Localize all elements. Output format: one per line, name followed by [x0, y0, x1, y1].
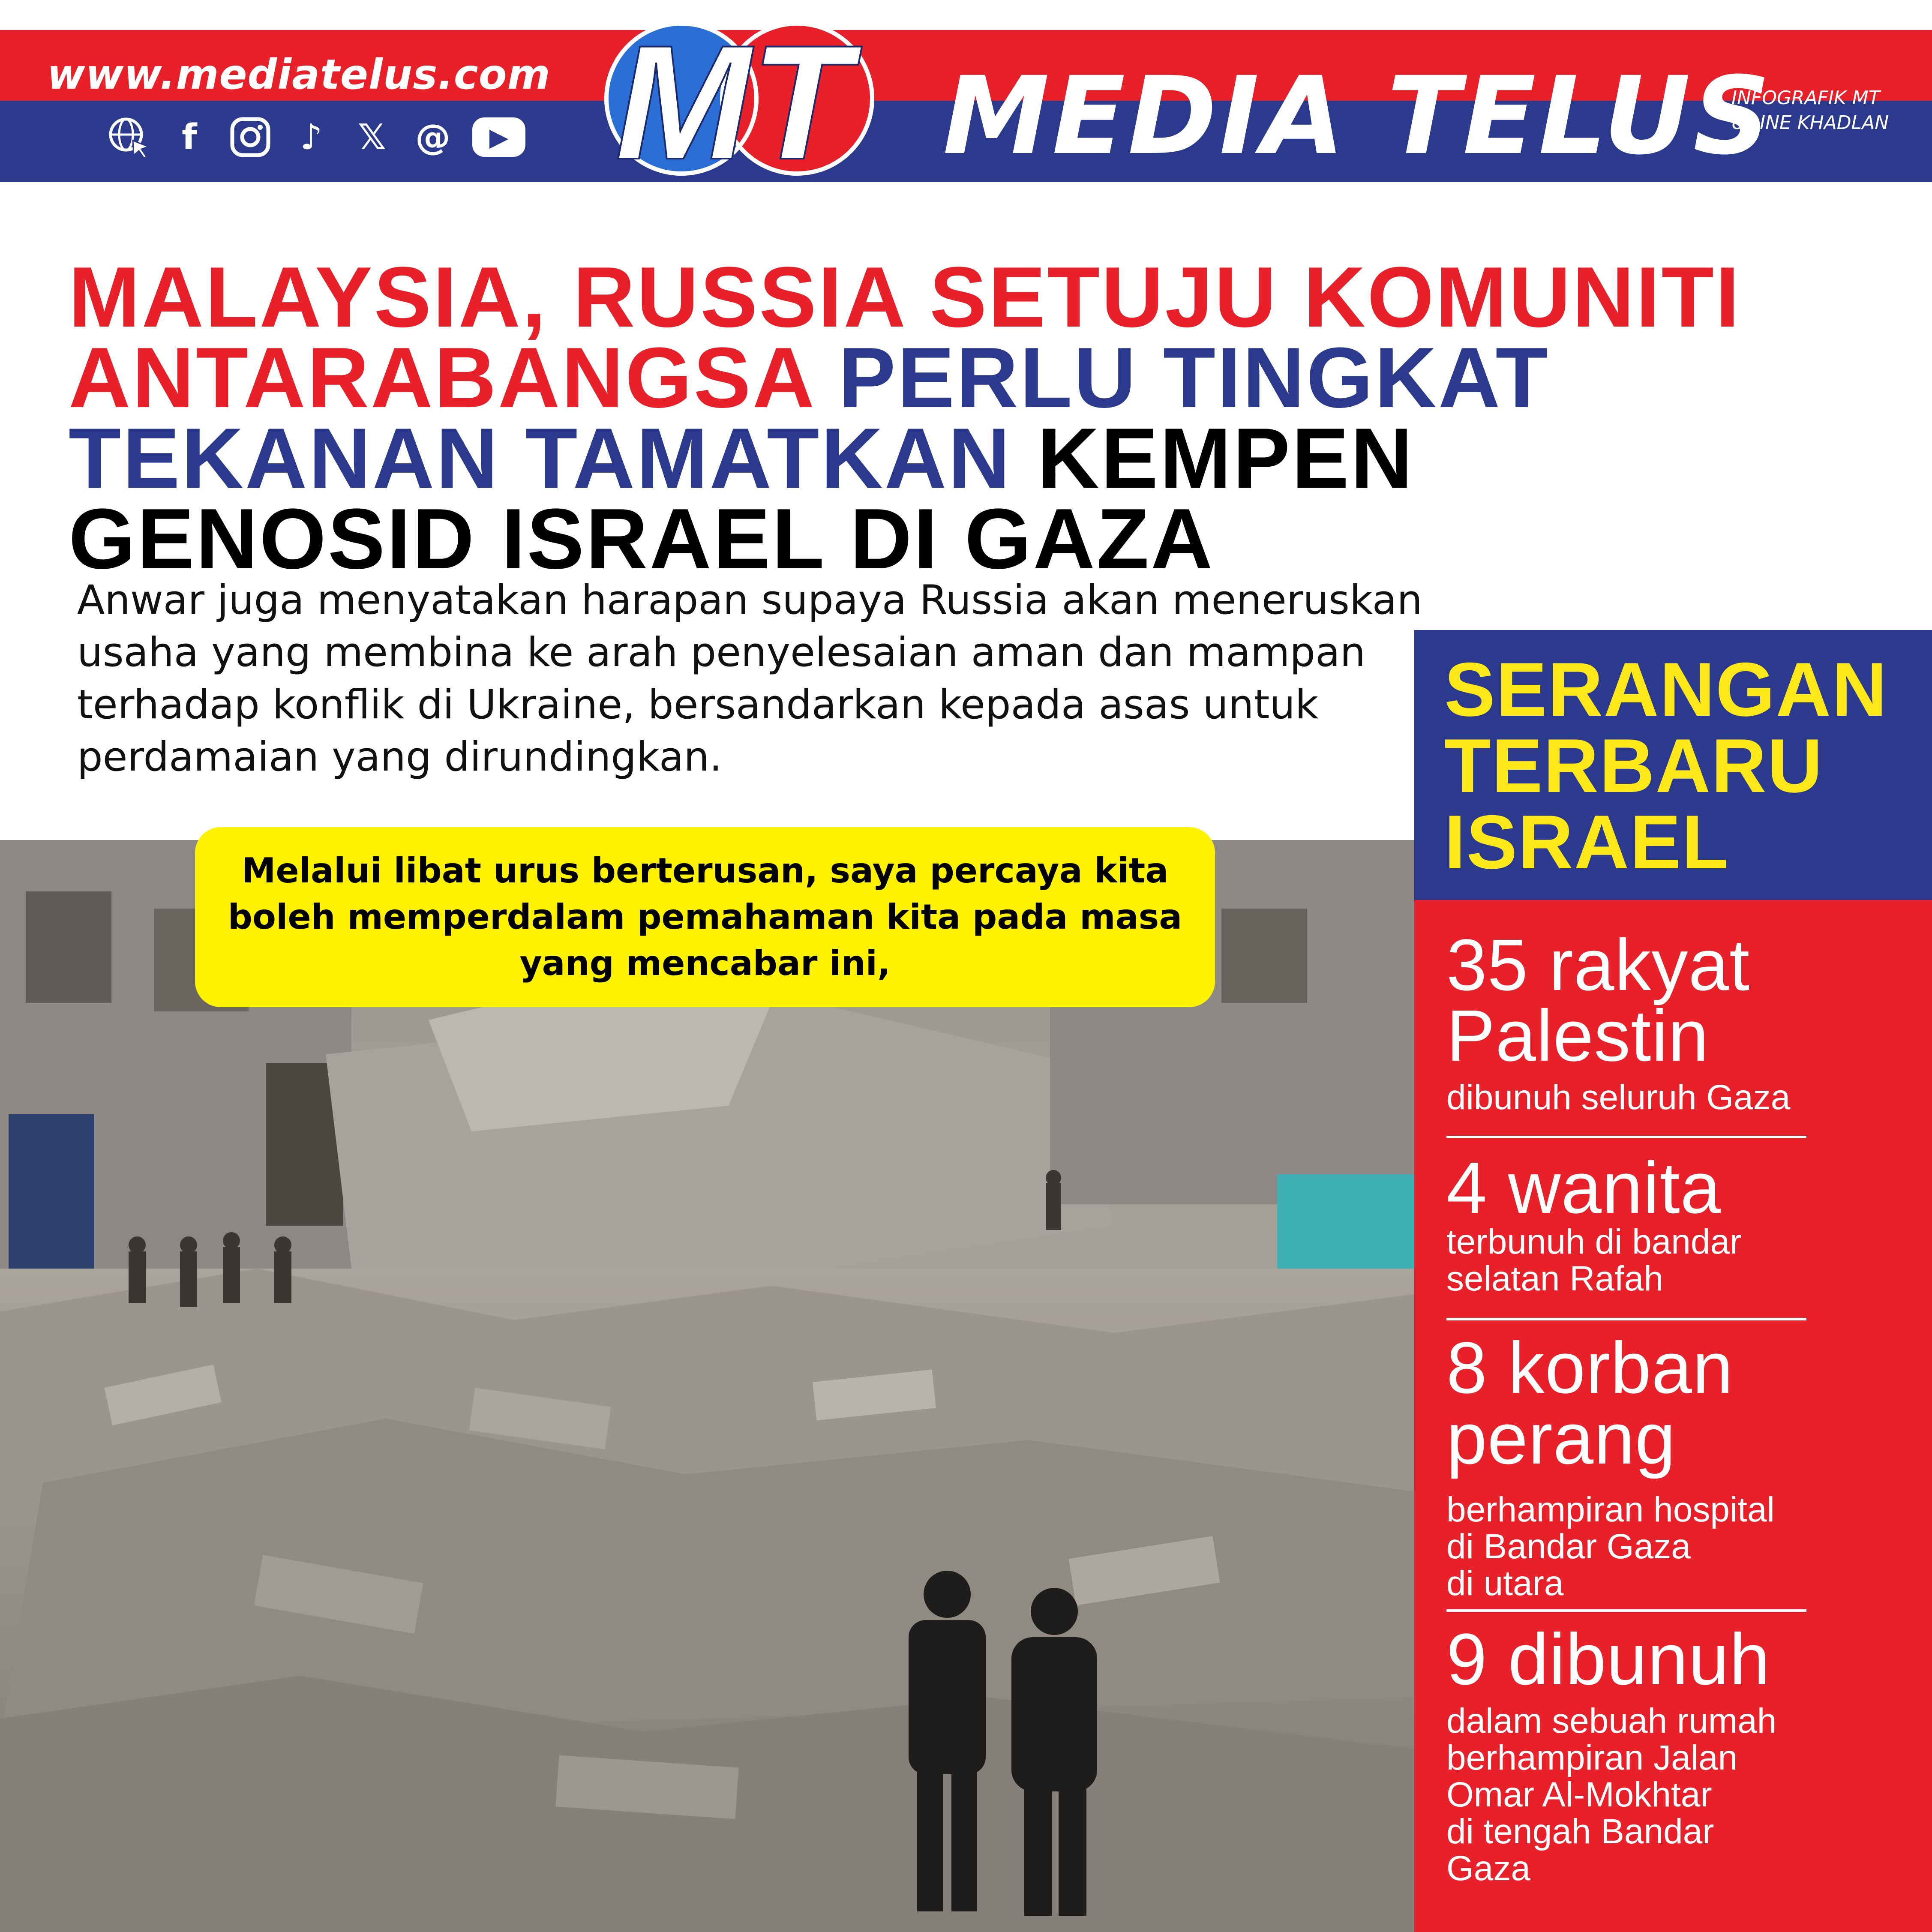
youtube-icon[interactable]: ▶: [472, 117, 525, 157]
stat-detail: di tengah Bandar: [1446, 1812, 1714, 1851]
stat-detail: dalam sebuah rumah: [1446, 1701, 1777, 1740]
stat-detail: berhampiran Jalan: [1446, 1738, 1738, 1777]
stat-divider: [1446, 1318, 1806, 1320]
globe-cursor-icon[interactable]: [107, 116, 150, 159]
brand-name: MEDIA TELUS: [943, 54, 1773, 178]
stat-detail: selatan Rafah: [1446, 1259, 1664, 1298]
logo-text: MT: [615, 17, 851, 189]
x-icon[interactable]: 𝕏: [357, 117, 387, 158]
sidebar-title-line-1: SERANGAN: [1444, 647, 1888, 732]
stat-item: [1446, 1327, 1775, 1603]
credit-line-2: UDINE KHADLAN: [1731, 112, 1889, 134]
social-icons-row: [107, 116, 525, 159]
credit-line-1: INFOGRAFIK MT: [1731, 87, 1880, 109]
stat-headline: 4 wanita: [1446, 1147, 1722, 1229]
stat-item: [1446, 1619, 1777, 1888]
mt-logo: [557, 17, 909, 189]
sidebar-title-line-3: ISRAEL: [1444, 799, 1729, 885]
headline-black-part: KEMPEN GENOSID ISRAEL DI GAZA: [69, 411, 1414, 587]
stat-detail: di Bandar Gaza: [1446, 1527, 1691, 1566]
instagram-icon[interactable]: [229, 116, 272, 159]
stat-headline: 8 korban: [1446, 1327, 1734, 1409]
tiktok-icon[interactable]: ♪: [300, 117, 323, 158]
stat-divider: [1446, 1609, 1806, 1612]
header-top-band: [0, 0, 1932, 30]
sidebar-title-line-2: TERBARU: [1444, 723, 1824, 808]
stat-detail: berhampiran hospital: [1446, 1490, 1775, 1529]
stat-detail: Gaza: [1446, 1849, 1530, 1888]
facebook-icon[interactable]: f: [182, 117, 197, 158]
stat-detail: terbunuh di bandar: [1446, 1222, 1742, 1261]
article-body: Anwar juga menyatakan harapan supaya Russia akan meneruskan usaha yang membina ke arah penyelesaian aman dan mampan terhadap konflik di Ukraine, bersandarkan kepada asas untuk perdamaian yang dirundingkan.: [77, 577, 1422, 780]
website-link[interactable]: www.mediatelus.com: [47, 51, 551, 99]
headline-red-part: MALAYSIA, RUSSIA SETUJU KOMUNITI ANTARABANGSA: [69, 249, 1741, 426]
stat-detail: dibunuh seluruh Gaza: [1446, 1078, 1791, 1117]
stat-headline: perang: [1446, 1398, 1676, 1479]
stat-headline: 35 rakyat: [1446, 924, 1750, 1006]
quote-bubble: [195, 827, 1215, 1007]
threads-icon[interactable]: @: [415, 117, 450, 158]
stat-headline: Palestin: [1446, 995, 1709, 1077]
header-bottom-band: [0, 182, 1932, 197]
stat-item: [1446, 1147, 1742, 1298]
stat-detail: Omar Al-Mokhtar: [1446, 1775, 1712, 1814]
sidebar-title: [1444, 647, 1888, 885]
stat-detail: di utara: [1446, 1564, 1564, 1603]
stat-item: [1446, 924, 1791, 1117]
infographic-credit: [1731, 86, 1889, 135]
quote-text: Melalui libat urus berterusan, saya percaya kita boleh memperdalam pemahaman kita pada masa yang mencabar ini,: [228, 851, 1182, 983]
headline-blue-part: PERLU TINGKAT TEKANAN TAMATKAN: [69, 330, 1550, 506]
headline: [69, 249, 1783, 587]
stat-headline: 9 dibunuh: [1446, 1619, 1770, 1700]
stat-divider: [1446, 1136, 1806, 1138]
